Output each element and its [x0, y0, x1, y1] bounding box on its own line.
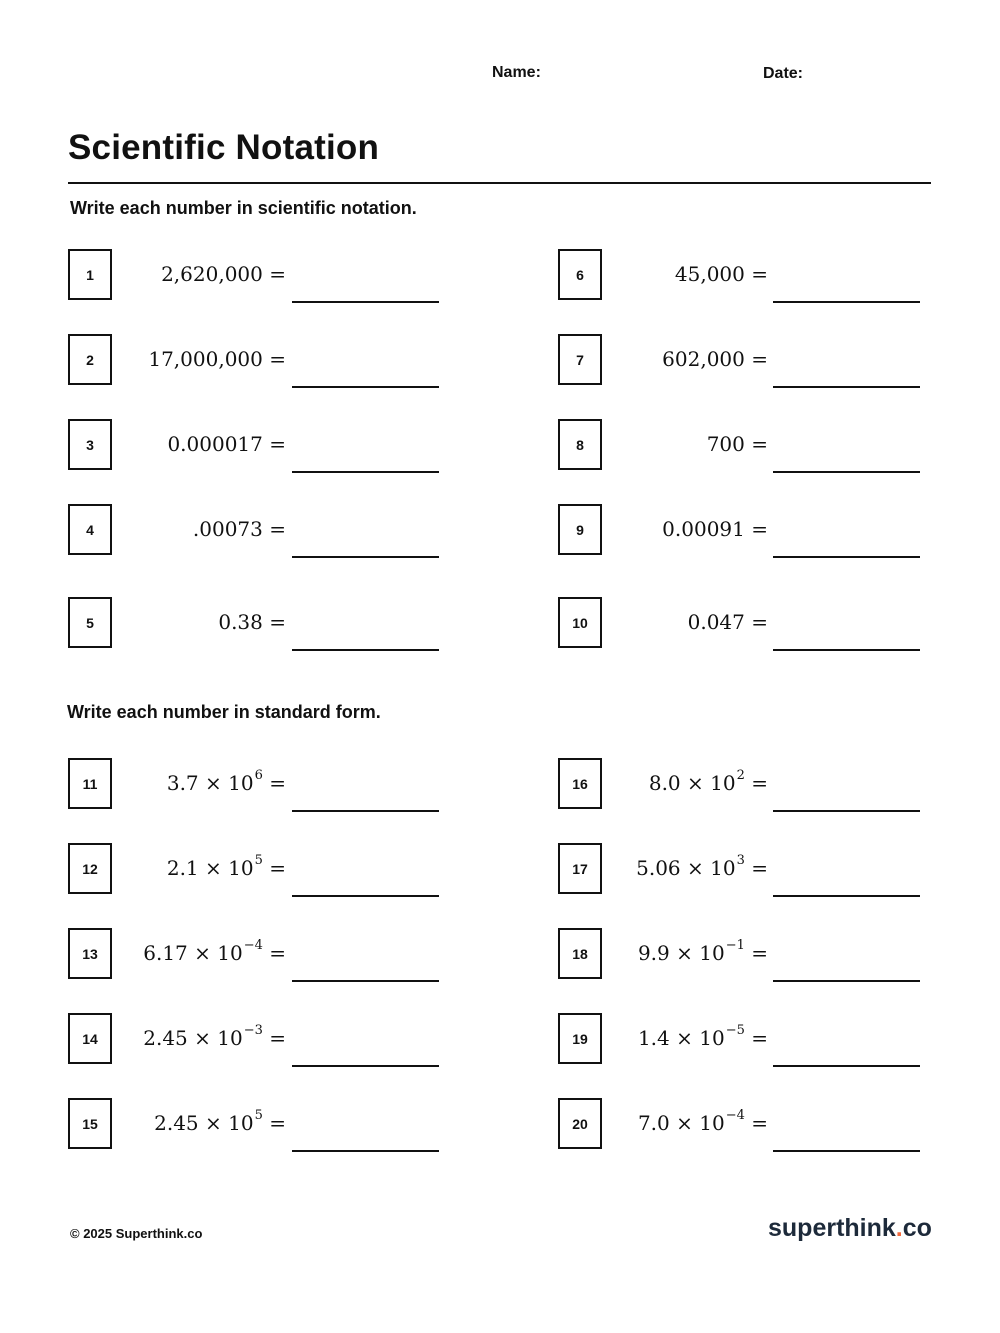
equals-sign: =: [751, 432, 768, 456]
answer-line[interactable]: [773, 556, 920, 558]
times-sign: ×: [205, 856, 222, 880]
equals-sign: =: [751, 1111, 768, 1135]
problem-expression: [588, 347, 768, 371]
coefficient: 5.06: [636, 856, 681, 880]
times-sign: ×: [676, 1111, 693, 1135]
copyright-text: © 2025 Superthink.co: [70, 1226, 203, 1241]
problem-number: 17: [558, 843, 602, 894]
page-title: Scientific Notation: [68, 128, 380, 167]
base: 10: [228, 771, 254, 795]
brand-name: superthink: [768, 1214, 896, 1242]
answer-line[interactable]: [292, 301, 439, 303]
answer-line[interactable]: [292, 471, 439, 473]
coefficient: 2.1: [166, 856, 199, 880]
problem-expression: [106, 1108, 286, 1135]
times-sign: ×: [205, 1111, 222, 1135]
answer-line[interactable]: [773, 301, 920, 303]
base: 10: [710, 771, 736, 795]
problem-number: 5: [68, 597, 112, 648]
title-divider: [68, 182, 931, 184]
equals-sign: =: [751, 771, 768, 795]
base: 10: [217, 941, 243, 965]
equals-sign: =: [269, 1111, 286, 1135]
problem-number: 7: [558, 334, 602, 385]
problem-expression: [106, 262, 286, 286]
exponent: 5: [254, 853, 263, 868]
equals-sign: =: [269, 347, 286, 371]
equals-sign: =: [269, 610, 286, 634]
equals-sign: =: [751, 610, 768, 634]
answer-line[interactable]: [292, 386, 439, 388]
problem-number: 13: [68, 928, 112, 979]
problem-number: 4: [68, 504, 112, 555]
number-value: .00073: [192, 517, 263, 541]
problem-expression: [588, 768, 768, 795]
problem-number: 12: [68, 843, 112, 894]
exponent: 3: [736, 853, 745, 868]
problem-expression: [106, 853, 286, 880]
date-label: Date:: [763, 65, 804, 82]
answer-line[interactable]: [773, 895, 920, 897]
exponent: 6: [254, 768, 263, 783]
answer-line[interactable]: [292, 556, 439, 558]
number-value: 45,000: [674, 262, 745, 286]
answer-line[interactable]: [773, 386, 920, 388]
equals-sign: =: [269, 856, 286, 880]
exponent: −4: [725, 1108, 745, 1123]
brand-dot: .: [895, 1214, 903, 1242]
exponent: 2: [736, 768, 745, 783]
equals-sign: =: [269, 262, 286, 286]
number-value: 0.000017: [167, 432, 263, 456]
problem-expression: [106, 938, 286, 965]
problem-number: 9: [558, 504, 602, 555]
problem-number: 20: [558, 1098, 602, 1149]
times-sign: ×: [194, 941, 211, 965]
equals-sign: =: [751, 347, 768, 371]
answer-line[interactable]: [773, 649, 920, 651]
problem-expression: [588, 262, 768, 286]
number-value: 0.00091: [662, 517, 745, 541]
problem-number: 18: [558, 928, 602, 979]
number-value: 602,000: [662, 347, 745, 371]
problem-number: 3: [68, 419, 112, 470]
equals-sign: =: [269, 517, 286, 541]
answer-line[interactable]: [773, 810, 920, 812]
problem-expression: [588, 853, 768, 880]
number-value: 17,000,000: [148, 347, 263, 371]
brand-logo: [768, 1214, 932, 1243]
coefficient: 8.0: [648, 771, 681, 795]
times-sign: ×: [676, 1026, 693, 1050]
base: 10: [699, 1111, 725, 1135]
number-value: 2,620,000: [161, 262, 263, 286]
problem-number: 6: [558, 249, 602, 300]
exponent: −1: [725, 938, 745, 953]
answer-line[interactable]: [292, 1065, 439, 1067]
base: 10: [228, 856, 254, 880]
times-sign: ×: [676, 941, 693, 965]
times-sign: ×: [194, 1026, 211, 1050]
problem-number: 8: [558, 419, 602, 470]
equals-sign: =: [269, 1026, 286, 1050]
exponent: 5: [254, 1108, 263, 1123]
problem-expression: [588, 1108, 768, 1135]
problem-expression: [106, 432, 286, 456]
section2-instruction: Write each number in standard form.: [67, 702, 381, 722]
brand-tld: co: [902, 1214, 932, 1242]
equals-sign: =: [751, 517, 768, 541]
problem-number: 10: [558, 597, 602, 648]
answer-line[interactable]: [773, 471, 920, 473]
answer-line[interactable]: [292, 649, 439, 651]
base: 10: [699, 941, 725, 965]
problem-expression: [106, 1023, 286, 1050]
coefficient: 3.7: [166, 771, 199, 795]
name-label: Name:: [492, 64, 541, 81]
problem-number: 14: [68, 1013, 112, 1064]
equals-sign: =: [751, 856, 768, 880]
coefficient: 9.9: [637, 941, 670, 965]
number-value: 0.38: [218, 610, 263, 634]
problem-expression: [588, 432, 768, 456]
problem-expression: [106, 517, 286, 541]
base: 10: [710, 856, 736, 880]
coefficient: 1.4: [637, 1026, 670, 1050]
problem-number: 16: [558, 758, 602, 809]
answer-line[interactable]: [773, 1150, 920, 1152]
problem-number: 11: [68, 758, 112, 809]
times-sign: ×: [687, 856, 704, 880]
answer-line[interactable]: [773, 1065, 920, 1067]
problem-expression: [588, 610, 768, 634]
exponent: −3: [243, 1023, 263, 1038]
coefficient: 6.17: [143, 941, 188, 965]
exponent: −5: [725, 1023, 745, 1038]
equals-sign: =: [751, 1026, 768, 1050]
equals-sign: =: [269, 941, 286, 965]
exponent: −4: [243, 938, 263, 953]
answer-line[interactable]: [773, 980, 920, 982]
coefficient: 2.45: [154, 1111, 199, 1135]
times-sign: ×: [687, 771, 704, 795]
problem-expression: [106, 610, 286, 634]
answer-line[interactable]: [292, 1150, 439, 1152]
coefficient: 7.0: [637, 1111, 670, 1135]
problem-number: 2: [68, 334, 112, 385]
equals-sign: =: [269, 771, 286, 795]
problem-expression: [588, 1023, 768, 1050]
equals-sign: =: [751, 941, 768, 965]
problem-number: 19: [558, 1013, 602, 1064]
coefficient: 2.45: [143, 1026, 188, 1050]
answer-line[interactable]: [292, 810, 439, 812]
base: 10: [217, 1026, 243, 1050]
base: 10: [228, 1111, 254, 1135]
equals-sign: =: [269, 432, 286, 456]
problem-expression: [106, 347, 286, 371]
problem-number: 15: [68, 1098, 112, 1149]
problem-number: 1: [68, 249, 112, 300]
problem-expression: [106, 768, 286, 795]
equals-sign: =: [751, 262, 768, 286]
answer-line[interactable]: [292, 980, 439, 982]
answer-line[interactable]: [292, 895, 439, 897]
problem-expression: [588, 517, 768, 541]
number-value: 0.047: [687, 610, 745, 634]
number-value: 700: [706, 432, 745, 456]
problem-expression: [588, 938, 768, 965]
times-sign: ×: [205, 771, 222, 795]
section1-instruction: Write each number in scientific notation.: [70, 198, 417, 218]
base: 10: [699, 1026, 725, 1050]
